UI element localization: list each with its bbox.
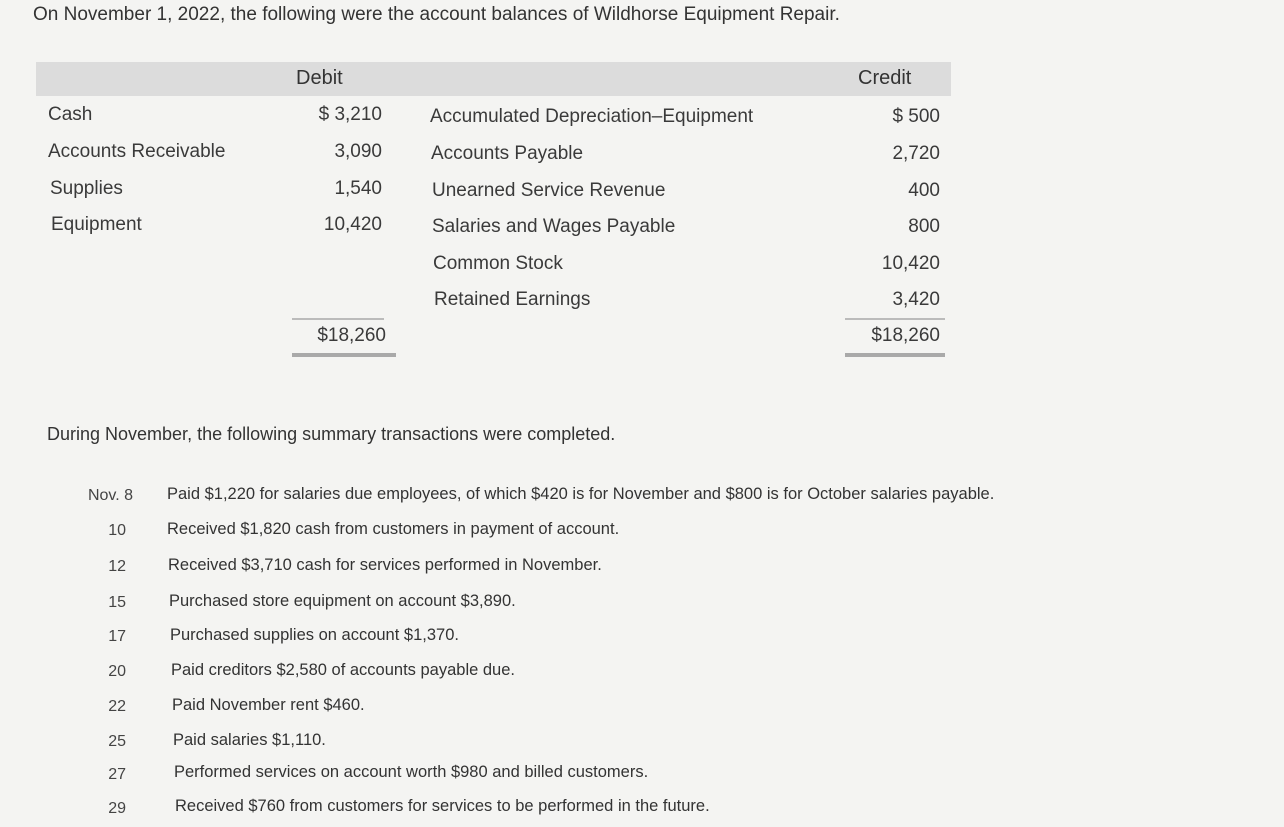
transaction-date: 22 [108,698,126,715]
transaction-text: Paid salaries $1,110. [173,731,326,749]
credit-account: Unearned Service Revenue [432,180,666,201]
debit-header: Debit [296,67,343,89]
debit-double-rule [292,353,396,357]
transaction-text: Paid creditors $2,580 of accounts payable due. [171,661,515,679]
credit-amount: 400 [908,180,940,201]
credit-amount: 10,420 [881,253,940,274]
transaction-text: Purchased supplies on account $1,370. [170,626,459,644]
transaction-date: 10 [108,522,126,539]
transaction-text: Paid November rent $460. [172,696,365,714]
credit-account: Salaries and Wages Payable [432,216,676,237]
transaction-date: 29 [108,800,126,817]
transaction-text: Performed services on account worth $980 and billed customers. [174,763,649,781]
credit-amount: 3,420 [892,289,940,310]
transaction-text: Paid $1,220 for salaries due employees, of which $420 is for November and $800 is for October salaries payable. [167,485,995,503]
transactions-intro: During November, the following summary transactions were completed. [47,424,616,444]
debit-account: Accounts Receivable [48,141,226,162]
transaction-text: Received $3,710 cash for services performed in November. [168,556,602,574]
debit-total-rule [292,318,384,320]
credit-account: Retained Earnings [434,289,591,310]
credit-account: Accounts Payable [431,143,584,164]
credit-amount: 2,720 [892,143,940,164]
credit-amount: $ 500 [892,106,940,127]
debit-account: Cash [48,104,93,125]
table-header-band [36,62,951,96]
debit-amount: 3,090 [334,141,382,162]
credit-account: Accumulated Depreciation–Equipment [430,106,754,127]
transaction-text: Purchased store equipment on account $3,890. [169,592,516,610]
transaction-date: 12 [108,558,126,575]
transaction-date: Nov. 8 [87,487,133,504]
transaction-text: Received $1,820 cash from customers in payment of account. [167,520,620,538]
debit-amount: 1,540 [334,178,382,199]
debit-account: Supplies [50,178,123,199]
debit-amount: $ 3,210 [318,104,382,125]
credit-amount: 800 [908,216,940,237]
debit-total: $18,260 [317,325,386,346]
intro-text: On November 1, 2022, the following were the account balances of Wildhorse Equipment Repair. [33,4,840,25]
transaction-date: 25 [108,733,126,750]
transaction-date: 17 [108,628,126,645]
transaction-date: 27 [108,766,126,783]
debit-amount: 10,420 [323,214,382,235]
credit-account: Common Stock [433,253,563,274]
credit-header: Credit [858,67,912,89]
debit-account: Equipment [51,214,142,235]
credit-total: $18,260 [871,325,940,346]
credit-double-rule [845,353,945,357]
transaction-date: 15 [108,594,126,611]
transaction-date: 20 [108,663,126,680]
credit-total-rule [845,318,945,320]
transaction-text: Received $760 from customers for services to be performed in the future. [175,797,710,815]
